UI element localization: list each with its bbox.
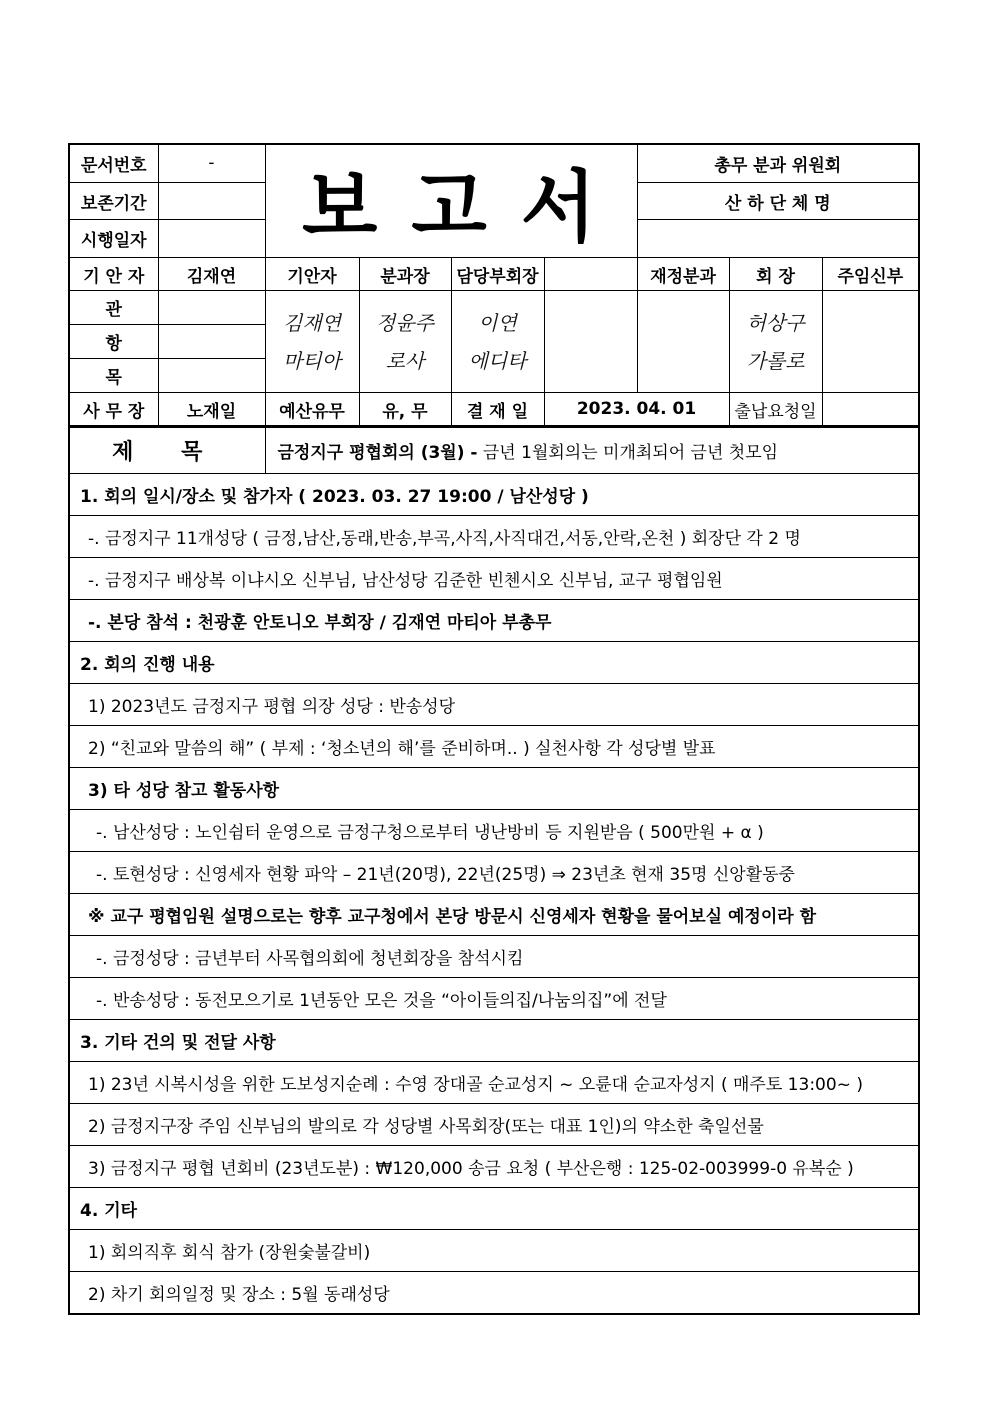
- drafter-name: 김재연: [158, 258, 265, 291]
- content-row: [69, 768, 919, 810]
- section-heading: 3. 기타 건의 및 전달 사항: [69, 1020, 919, 1062]
- content-line: -. 금정지구 11개성당 ( 금정,남산,동래,반송,부곡,사직,사직대건,서동,안락,온천 ) 회장단 각 2 명: [69, 516, 919, 558]
- content-row: [69, 1020, 919, 1062]
- content-line: 3) 금정지구 평협 년회비 (23년도분) : ₩120,000 송금 요청 ( 부산은행 : 125-02-003999-0 유복순 ): [69, 1146, 919, 1188]
- col-president: 회 장: [729, 258, 822, 291]
- exec-date-label: 시행일자: [69, 220, 158, 258]
- item-char-2: 항: [69, 325, 158, 359]
- signature-empty: [544, 291, 637, 393]
- retention-label: 보존기간: [69, 182, 158, 220]
- signature-vice-president: 이연 에디타: [451, 291, 544, 393]
- office-manager-label: 사 무 장: [69, 393, 158, 427]
- content-line: -. 토현성당 : 신영세자 현황 파악 – 21년(20명), 22년(25명) ⇒ 23년초 현재 35명 신앙활동중: [69, 852, 919, 894]
- page-title: 보고서: [265, 144, 637, 258]
- content-line: 2) 금정지구장 주임 신부님의 발의로 각 성당별 사목회장(또는 대표 1인)의 약소한 축일선물: [69, 1104, 919, 1146]
- item-value-1: [158, 291, 265, 325]
- content-row: [69, 684, 919, 726]
- content-row: [69, 1146, 919, 1188]
- content-line: 1) 23년 시복시성을 위한 도보성지순례 : 수영 장대골 순교성지 ~ 오륜대 순교자성지 ( 매주토 13:00~ ): [69, 1062, 919, 1104]
- disburse-value: [822, 393, 919, 427]
- content-row: [69, 978, 919, 1020]
- content-row: [69, 894, 919, 936]
- content-line: 3) 타 성당 참고 활동사항: [69, 768, 919, 810]
- content-row: [69, 600, 919, 642]
- office-manager-name: 노재일: [158, 393, 265, 427]
- content-row: [69, 1104, 919, 1146]
- header-table: [68, 143, 920, 427]
- section-heading: 2. 회의 진행 내용: [69, 642, 919, 684]
- budget-label: 예산유무: [265, 393, 359, 427]
- item-char-3: 목: [69, 359, 158, 393]
- content-row: [69, 1188, 919, 1230]
- signature-pastor: [822, 291, 919, 393]
- col-vice-president: 담당부회장: [451, 258, 544, 291]
- col-drafter: 기안자: [265, 258, 359, 291]
- content-row: [69, 936, 919, 978]
- committee-name: 총무 분과 위원회: [637, 144, 919, 182]
- content-row: [69, 810, 919, 852]
- org-label: 산 하 단 체 명: [637, 182, 919, 220]
- content-line: -. 남산성당 : 노인쉼터 운영으로 금정구청으로부터 냉난방비 등 지원받음 ( 500만원 + α ): [69, 810, 919, 852]
- section-heading: 1. 회의 일시/장소 및 참가자 ( 2023. 03. 27 19:00 / 남산성당 ): [69, 474, 919, 516]
- col-division-head: 분과장: [359, 258, 451, 291]
- item-char-1: 관: [69, 291, 158, 325]
- subject-label: 제 목: [69, 428, 265, 474]
- section-heading: 4. 기타: [69, 1188, 919, 1230]
- content-line: 2) “친교와 말씀의 해” ( 부제 : ‘청소년의 해’를 준비하며.. ) 실천사항 각 성당별 발표: [69, 726, 919, 768]
- content-rows: [69, 474, 919, 1315]
- signature-drafter: 김재연 마티아: [265, 291, 359, 393]
- exec-date-value: [158, 220, 265, 258]
- content-line: -. 본당 참석 : 천광훈 안토니오 부회장 / 김재연 마티아 부총무: [69, 600, 919, 642]
- content-table: [68, 427, 920, 1315]
- content-row: [69, 1062, 919, 1104]
- disburse-label: 출납요청일: [729, 393, 822, 427]
- content-line: -. 금정성당 : 금년부터 사목협의회에 청년회장을 참석시킴: [69, 936, 919, 978]
- report-document: [68, 143, 918, 1315]
- content-row: [69, 726, 919, 768]
- signature-division-head: 정윤주 로사: [359, 291, 451, 393]
- content-row: [69, 474, 919, 516]
- signature-president: 허상구 가롤로: [729, 291, 822, 393]
- col-pastor: 주임신부: [822, 258, 919, 291]
- content-line: ※ 교구 평협임원 설명으로는 향후 교구청에서 본당 방문시 신영세자 현황을 물어보실 예정이라 함: [69, 894, 919, 936]
- approval-date-label: 결 재 일: [451, 393, 544, 427]
- budget-value: 유, 무: [359, 393, 451, 427]
- item-value-2: [158, 325, 265, 359]
- content-line: -. 금정지구 배상복 이냐시오 신부님, 남산성당 김준한 빈첸시오 신부님, 교구 평협임원: [69, 558, 919, 600]
- content-line: 2) 차기 회의일정 및 장소 : 5월 동래성당: [69, 1272, 919, 1315]
- retention-value: [158, 182, 265, 220]
- content-row: [69, 558, 919, 600]
- content-row: [69, 852, 919, 894]
- content-row: [69, 642, 919, 684]
- content-line: -. 반송성당 : 동전모으기로 1년동안 모은 것을 “아이들의집/나눔의집”에 전달: [69, 978, 919, 1020]
- doc-no-value: -: [158, 144, 265, 182]
- drafter-label: 기 안 자: [69, 258, 158, 291]
- content-line: 1) 2023년도 금정지구 평협 의장 성당 : 반송성당: [69, 684, 919, 726]
- approval-date: 2023. 04. 01: [544, 393, 729, 427]
- signature-finance: [637, 291, 729, 393]
- col-finance: 재정분과: [637, 258, 729, 291]
- content-row: [69, 1272, 919, 1315]
- content-row: [69, 516, 919, 558]
- content-line: 1) 회의직후 회식 참가 (장원숯불갈비): [69, 1230, 919, 1272]
- content-row: [69, 1230, 919, 1272]
- doc-no-label: 문서번호: [69, 144, 158, 182]
- col-empty: [544, 258, 637, 291]
- subject-text: 금정지구 평협회의 (3월) - 금년 1월회의는 미개최되어 금년 첫모임: [265, 428, 919, 474]
- item-value-3: [158, 359, 265, 393]
- org-value: [637, 220, 919, 258]
